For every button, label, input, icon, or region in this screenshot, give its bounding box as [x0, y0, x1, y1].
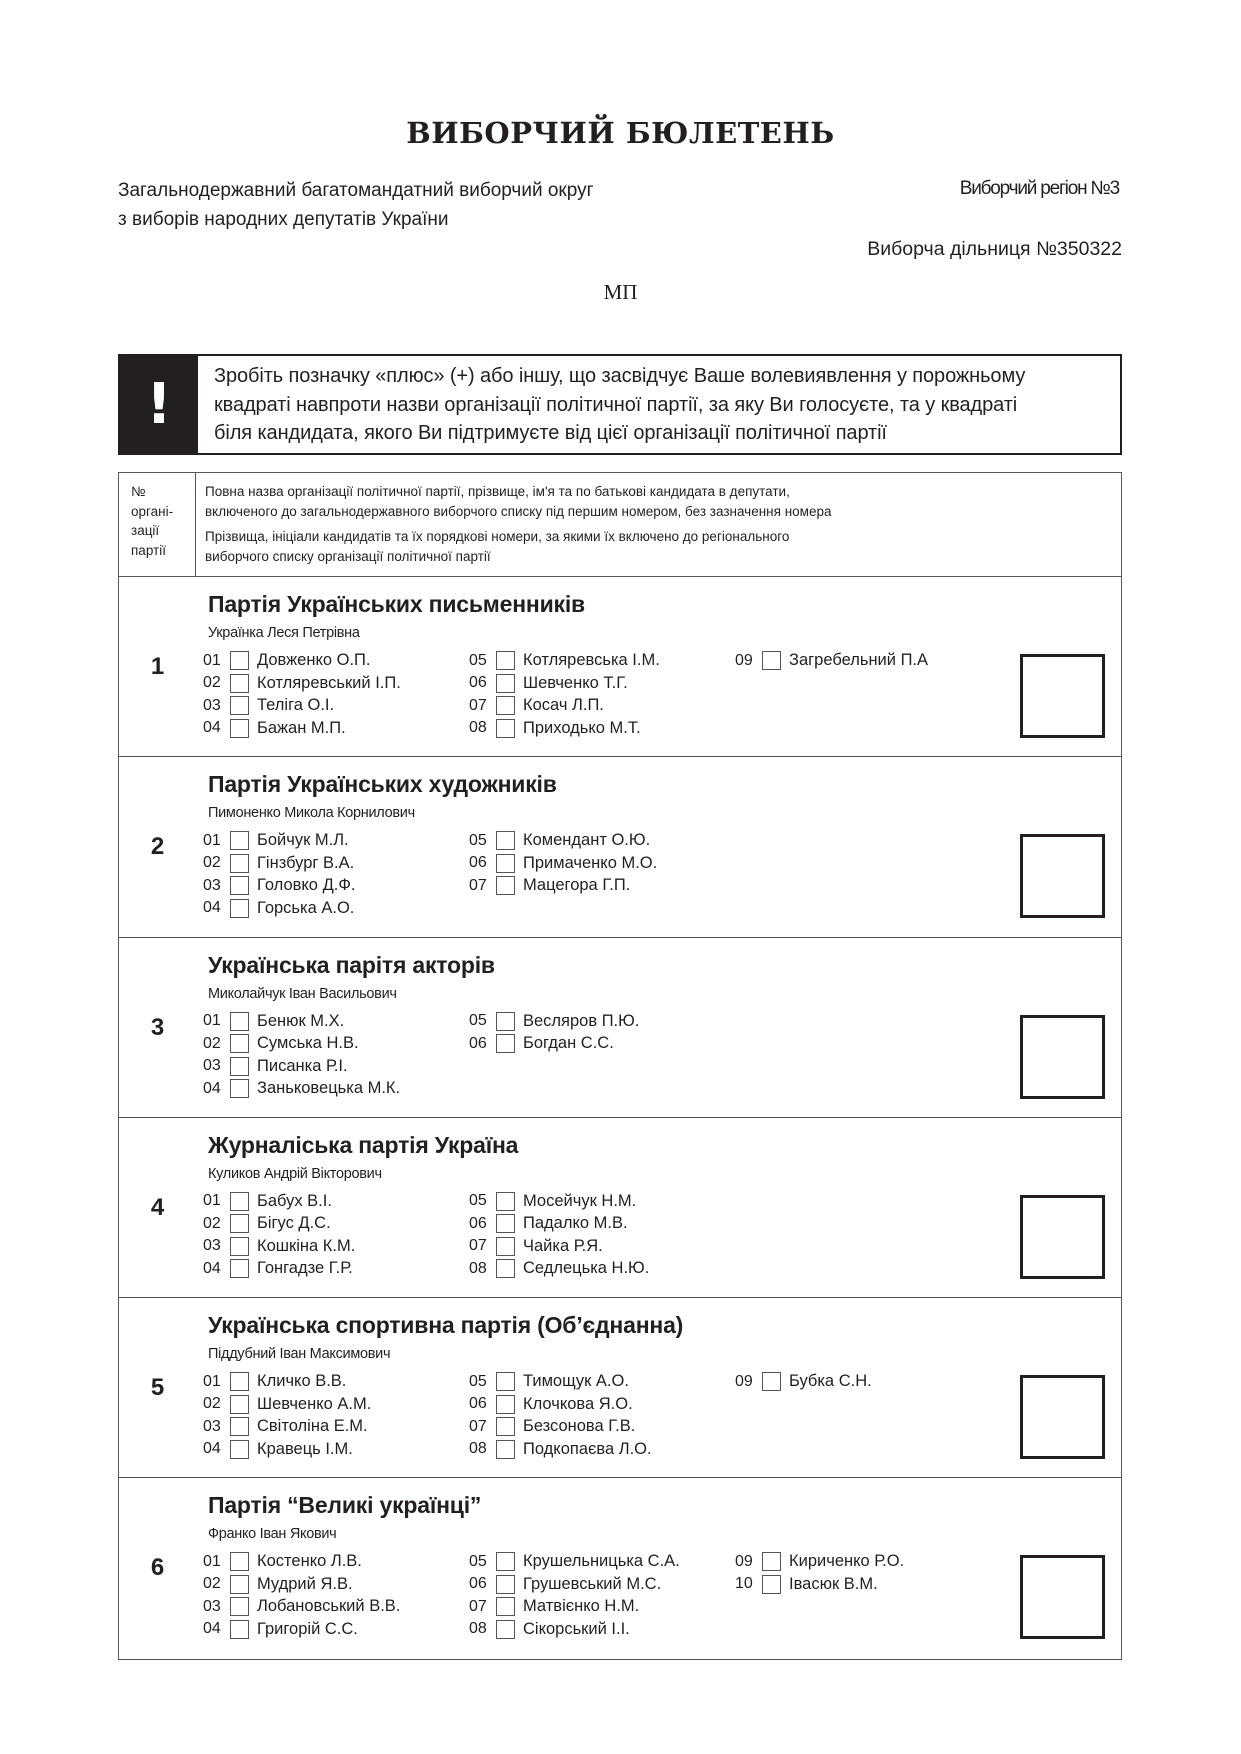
- party-leader: Куликов Андрій Вікторович: [208, 1165, 382, 1182]
- header-text: виборчого списку організації політичної партії: [205, 548, 491, 564]
- candidate-name: Гонгадзе Г.Р.: [257, 1259, 353, 1278]
- candidate-name: Бубка С.Н.: [789, 1372, 872, 1391]
- party-row: [119, 1478, 1121, 1658]
- candidate-name: Богдан С.С.: [523, 1034, 614, 1053]
- candidate-item: [203, 1076, 400, 1101]
- candidate-number: 08: [469, 1440, 487, 1458]
- candidate-number: 03: [203, 696, 221, 714]
- party-name: Партія “Великі українці”: [208, 1492, 482, 1519]
- candidate-item: [203, 1211, 331, 1236]
- candidate-name: Подкопаєва Л.О.: [523, 1439, 652, 1458]
- party-number: 3: [150, 1013, 165, 1041]
- party-row: [119, 938, 1121, 1118]
- candidate-checkbox[interactable]: [230, 1372, 249, 1391]
- candidate-number: 01: [203, 1192, 221, 1210]
- candidate-checkbox[interactable]: [230, 696, 249, 715]
- party-name: Українська парітя акторів: [208, 951, 495, 978]
- candidate-name: Гінзбург В.А.: [257, 853, 355, 872]
- candidate-item: [735, 1572, 878, 1597]
- candidate-name: Клочкова Я.О.: [523, 1394, 633, 1413]
- candidate-number: 07: [469, 876, 487, 894]
- header-text: зації: [131, 523, 160, 538]
- candidate-item: [469, 1369, 629, 1394]
- instruction-text: [198, 356, 1025, 453]
- candidate-number: 05: [469, 1192, 487, 1210]
- candidate-item: [469, 828, 650, 853]
- candidate-item: [203, 828, 349, 853]
- candidate-name: Седлецька Н.Ю.: [523, 1259, 650, 1278]
- header-text: партії: [131, 542, 166, 558]
- candidate-number: 09: [735, 1372, 753, 1390]
- candidate-item: [203, 1369, 346, 1394]
- candidate-checkbox[interactable]: [230, 1417, 249, 1436]
- candidate-checkbox[interactable]: [230, 1057, 249, 1076]
- candidate-item: [203, 1256, 353, 1281]
- party-vote-checkbox[interactable]: [1020, 834, 1105, 918]
- candidate-number: 06: [469, 1395, 487, 1413]
- candidate-item: [469, 1031, 614, 1056]
- candidate-item: [203, 716, 346, 741]
- ballot-title: ВИБОРЧИЙ БЮЛЕТЕНЬ: [406, 116, 835, 150]
- candidate-item: [203, 1189, 332, 1214]
- candidate-item: [203, 671, 401, 696]
- candidate-checkbox[interactable]: [496, 854, 515, 873]
- instruction-notice: [118, 354, 1122, 455]
- candidate-item: [203, 1392, 371, 1417]
- party-leader: Українка Леся Петрівна: [208, 625, 360, 641]
- candidate-name: Бабух В.І.: [257, 1191, 332, 1210]
- candidate-name: Матвієнко Н.М.: [523, 1597, 640, 1616]
- candidate-checkbox[interactable]: [496, 831, 515, 850]
- candidate-number: 08: [469, 1620, 487, 1638]
- party-list: [119, 577, 1121, 1659]
- candidate-name: Комендант О.Ю.: [523, 831, 651, 850]
- candidate-number: 09: [735, 1552, 753, 1570]
- candidate-checkbox[interactable]: [496, 1034, 515, 1053]
- candidate-name: Горська А.О.: [257, 898, 355, 917]
- candidate-number: 03: [203, 1417, 221, 1435]
- candidate-checkbox[interactable]: [496, 1552, 515, 1571]
- party-leader: Пимоненко Микола Корнилович: [208, 805, 415, 822]
- candidate-name: Кличко В.В.: [257, 1372, 347, 1391]
- candidate-checkbox[interactable]: [496, 1395, 515, 1414]
- candidate-checkbox[interactable]: [496, 651, 515, 670]
- party-vote-checkbox[interactable]: [1020, 1015, 1105, 1099]
- candidate-number: 03: [203, 1597, 221, 1615]
- candidate-checkbox[interactable]: [762, 1552, 781, 1571]
- candidate-name: Кравець І.М.: [257, 1439, 353, 1458]
- candidate-checkbox[interactable]: [230, 854, 249, 873]
- candidate-number: 02: [203, 1214, 221, 1232]
- party-number: 6: [150, 1554, 165, 1582]
- candidate-name: Світоліна Е.М.: [257, 1417, 368, 1436]
- candidate-item: [469, 851, 657, 876]
- candidate-item: [203, 1594, 400, 1619]
- candidate-item: [203, 648, 370, 673]
- instruction-line: квадраті навпроти назви організації політичної партії, за яку Ви голосуєте, та у квадраті: [214, 393, 1018, 416]
- candidate-item: [469, 1437, 652, 1462]
- candidate-item: [469, 1189, 636, 1214]
- instruction-line: Зробіть позначку «плюс» (+) або іншу, що засвідчує Ваше волевиявлення у порожньому: [214, 365, 1026, 387]
- candidate-item: [203, 693, 334, 718]
- candidate-name: Писанка Р.І.: [257, 1056, 348, 1075]
- candidate-checkbox[interactable]: [230, 1440, 249, 1459]
- candidate-checkbox[interactable]: [230, 1079, 249, 1098]
- party-vote-checkbox[interactable]: [1020, 1375, 1105, 1459]
- header-party-number: [119, 473, 196, 576]
- candidate-item: [469, 1594, 639, 1619]
- party-name: Українська спортивна партія (Об’єднанна): [208, 1312, 684, 1339]
- candidate-number: 02: [203, 854, 221, 872]
- candidate-item: [469, 873, 630, 898]
- candidate-name: Крушельницька С.А.: [523, 1552, 680, 1571]
- party-number: 4: [150, 1193, 165, 1221]
- candidate-checkbox[interactable]: [230, 1034, 249, 1053]
- candidate-checkbox[interactable]: [496, 1440, 515, 1459]
- candidate-checkbox[interactable]: [230, 1012, 249, 1031]
- candidate-name: Косач Л.П.: [523, 696, 604, 714]
- candidate-name: Шевченко Т.Г.: [523, 673, 628, 692]
- candidate-checkbox[interactable]: [762, 1575, 781, 1594]
- exclamation-icon: !: [120, 356, 198, 453]
- candidate-item: [469, 1234, 603, 1259]
- candidate-name: Весляров П.Ю.: [523, 1011, 640, 1030]
- candidate-number: 06: [469, 1575, 487, 1593]
- candidate-checkbox[interactable]: [230, 1395, 249, 1414]
- candidate-name: Приходько М.Т.: [523, 718, 641, 737]
- candidate-checkbox[interactable]: [496, 674, 515, 693]
- candidate-name: Котляревський І.П.: [257, 673, 401, 692]
- party-row: [119, 757, 1121, 937]
- candidate-number: 06: [469, 854, 487, 872]
- candidate-name: Мосейчук Н.М.: [523, 1191, 637, 1210]
- district-line-2: з виборів народних депутатів України: [118, 209, 449, 230]
- candidate-checkbox[interactable]: [496, 1597, 515, 1616]
- candidate-name: Падалко М.В.: [523, 1214, 628, 1233]
- candidate-name: Тимощук А.О.: [523, 1372, 629, 1391]
- candidate-item: [469, 1549, 680, 1574]
- candidate-checkbox[interactable]: [230, 831, 249, 850]
- candidate-name: Мудрий Я.В.: [257, 1574, 353, 1593]
- stamp-placeholder: МП: [603, 280, 638, 304]
- candidate-item: [203, 1437, 353, 1462]
- candidate-item: [203, 1617, 358, 1642]
- candidate-number: 06: [469, 674, 487, 691]
- header-description: [196, 473, 831, 576]
- candidate-checkbox[interactable]: [496, 1259, 515, 1278]
- candidate-name: Чайка Р.Я.: [523, 1236, 603, 1255]
- candidate-number: 01: [203, 1552, 221, 1570]
- candidate-name: Теліга О.І.: [257, 696, 335, 714]
- candidate-name: Головко Д.Ф.: [257, 876, 356, 895]
- candidate-name: Примаченко М.О.: [523, 853, 658, 872]
- candidate-number: 02: [203, 674, 221, 691]
- candidate-number: 02: [203, 1034, 221, 1052]
- candidate-number: 07: [469, 1597, 487, 1615]
- electoral-region: Виборчий регіон №3: [959, 178, 1119, 199]
- header-text: включеного до загальнодержавного виборчого списку під першим номером, без зазначення номера: [205, 503, 832, 519]
- candidate-number: 01: [203, 1372, 221, 1390]
- candidate-checkbox[interactable]: [230, 1552, 249, 1571]
- candidate-item: [203, 851, 354, 876]
- candidate-name: Кошкіна К.М.: [257, 1236, 356, 1255]
- candidate-checkbox[interactable]: [230, 674, 249, 693]
- candidate-number: 03: [203, 876, 221, 894]
- candidate-name: Кириченко Р.О.: [789, 1552, 905, 1571]
- candidate-name: Бігус Д.С.: [257, 1214, 331, 1233]
- candidate-item: [469, 648, 660, 673]
- party-row: [119, 577, 1121, 757]
- candidate-item: [469, 1009, 639, 1034]
- candidate-number: 02: [203, 1395, 221, 1413]
- candidate-item: [203, 1549, 362, 1574]
- candidate-item: [735, 648, 928, 673]
- candidate-checkbox[interactable]: [230, 1237, 249, 1256]
- header-text: органі-: [131, 503, 174, 519]
- candidate-name: Лобановський В.В.: [257, 1597, 401, 1616]
- party-leader: Франко Іван Якович: [208, 1526, 337, 1543]
- candidate-name: Безсонова Г.В.: [523, 1417, 636, 1436]
- candidate-item: [203, 1054, 348, 1079]
- candidate-number: 05: [469, 651, 487, 669]
- candidate-checkbox[interactable]: [496, 1192, 515, 1211]
- candidate-number: 01: [203, 651, 221, 669]
- party-name: Партія Українських письменників: [208, 591, 585, 617]
- ballot-table: [118, 472, 1122, 1660]
- candidate-number: 04: [203, 1440, 221, 1458]
- candidate-item: [735, 1549, 904, 1574]
- candidate-checkbox[interactable]: [762, 651, 781, 670]
- candidate-item: [469, 1617, 630, 1642]
- candidate-name: Грушевський М.С.: [523, 1574, 662, 1593]
- candidate-number: 02: [203, 1575, 221, 1593]
- candidate-checkbox[interactable]: [496, 719, 515, 738]
- party-row: [119, 1298, 1121, 1478]
- district-line-1: Загальнодержавний багатомандатний виборчий округ: [118, 180, 594, 201]
- party-row: [119, 1118, 1121, 1298]
- candidate-name: Сумська Н.В.: [257, 1034, 359, 1053]
- candidate-name: Бенюк М.Х.: [257, 1011, 345, 1030]
- candidate-name: Бойчук М.Л.: [257, 831, 349, 850]
- candidate-item: [469, 693, 604, 718]
- candidate-number: 05: [469, 831, 487, 849]
- candidate-item: [203, 1009, 344, 1034]
- party-number: 5: [150, 1374, 165, 1402]
- candidate-number: 05: [469, 1552, 487, 1570]
- candidate-item: [469, 1392, 633, 1417]
- candidate-checkbox[interactable]: [496, 1012, 515, 1031]
- header-desc-party: [205, 482, 831, 521]
- candidate-number: 04: [203, 899, 221, 917]
- candidate-checkbox[interactable]: [230, 1620, 249, 1639]
- candidate-checkbox[interactable]: [496, 1417, 515, 1436]
- candidate-number: 04: [203, 1259, 221, 1277]
- candidate-item: [203, 1572, 353, 1597]
- party-leader: Піддубний Іван Максимович: [208, 1346, 391, 1363]
- candidate-checkbox[interactable]: [496, 1372, 515, 1391]
- table-header: [119, 473, 1121, 577]
- candidate-number: 05: [469, 1372, 487, 1390]
- party-name: Журналіська партія Україна: [208, 1131, 519, 1158]
- candidate-checkbox[interactable]: [496, 696, 515, 715]
- candidate-checkbox[interactable]: [230, 719, 249, 738]
- candidate-number: 06: [469, 1214, 487, 1232]
- candidate-checkbox[interactable]: [230, 1575, 249, 1594]
- candidate-checkbox[interactable]: [762, 1372, 781, 1391]
- candidate-checkbox[interactable]: [496, 1237, 515, 1256]
- candidate-item: [469, 1414, 635, 1439]
- candidate-name: Мацегора Г.П.: [523, 876, 631, 895]
- candidate-item: [203, 1031, 359, 1056]
- candidate-item: [469, 1211, 628, 1236]
- candidate-item: [203, 1234, 355, 1259]
- candidate-number: 05: [469, 1012, 487, 1030]
- header-text: Прізвища, ініціали кандидатів та їх порядкові номери, за якими їх включено до регіонального: [205, 529, 790, 544]
- candidate-checkbox[interactable]: [230, 876, 249, 895]
- candidate-checkbox[interactable]: [496, 1214, 515, 1233]
- candidate-checkbox[interactable]: [496, 1575, 515, 1594]
- candidate-item: [469, 716, 641, 741]
- header-desc-candidates: [205, 527, 831, 566]
- candidate-name: Шевченко А.М.: [257, 1394, 372, 1413]
- candidate-item: [469, 671, 628, 696]
- party-vote-checkbox[interactable]: [1020, 654, 1105, 738]
- candidate-checkbox[interactable]: [230, 1597, 249, 1616]
- candidate-number: 09: [735, 651, 753, 669]
- party-name: Партія Українських художників: [208, 771, 557, 798]
- candidate-number: 08: [469, 719, 487, 736]
- candidate-number: 07: [469, 696, 487, 714]
- party-vote-checkbox[interactable]: [1020, 1555, 1105, 1639]
- candidate-checkbox[interactable]: [230, 651, 249, 670]
- candidate-name: Загребельний П.А: [789, 651, 929, 669]
- candidate-item: [735, 1369, 872, 1394]
- header-text: Повна назва організації політичної партії, прізвище, ім'я та по батькові кандидата в депутати,: [205, 484, 790, 499]
- candidate-number: 04: [203, 719, 221, 736]
- candidate-checkbox[interactable]: [230, 1192, 249, 1211]
- candidate-name: Довженко О.П.: [257, 651, 371, 669]
- candidate-number: 01: [203, 1012, 221, 1030]
- candidate-name: Григорій С.С.: [257, 1619, 358, 1638]
- candidate-number: 03: [203, 1237, 221, 1255]
- party-number: 2: [150, 833, 165, 861]
- candidate-number: 08: [469, 1259, 487, 1277]
- candidate-checkbox[interactable]: [496, 876, 515, 895]
- party-number: 1: [150, 653, 165, 680]
- candidate-name: Бажан М.П.: [257, 718, 346, 737]
- candidate-name: Заньковецька М.К.: [257, 1079, 401, 1098]
- candidate-checkbox[interactable]: [230, 899, 249, 918]
- candidate-item: [203, 1414, 368, 1439]
- candidate-number: 04: [203, 1620, 221, 1638]
- candidate-item: [203, 896, 354, 921]
- polling-precinct: Виборча дільниця №350322: [867, 238, 1122, 260]
- candidate-item: [469, 1256, 649, 1281]
- candidate-number: 04: [203, 1079, 221, 1097]
- candidate-name: Сікорський І.І.: [523, 1619, 630, 1638]
- candidate-name: Івасюк В.М.: [789, 1574, 878, 1593]
- candidate-item: [203, 873, 355, 898]
- candidate-checkbox[interactable]: [496, 1620, 515, 1639]
- candidate-item: [469, 1572, 661, 1597]
- party-leader: Миколайчук Іван Васильович: [208, 985, 397, 1002]
- candidate-number: 01: [203, 831, 221, 849]
- candidate-name: Костенко Л.В.: [257, 1552, 362, 1571]
- candidate-number: 10: [735, 1575, 753, 1593]
- candidate-number: 03: [203, 1057, 221, 1075]
- header-text: №: [131, 484, 146, 499]
- candidate-name: Котляревська І.М.: [523, 651, 660, 669]
- candidate-checkbox[interactable]: [230, 1214, 249, 1233]
- candidate-number: 07: [469, 1417, 487, 1435]
- party-vote-checkbox[interactable]: [1020, 1195, 1105, 1279]
- candidate-checkbox[interactable]: [230, 1259, 249, 1278]
- instruction-line: біля кандидата, якого Ви підтримуєте від цієї організації політичної партії: [214, 422, 887, 444]
- candidate-number: 06: [469, 1034, 487, 1052]
- candidate-number: 07: [469, 1237, 487, 1255]
